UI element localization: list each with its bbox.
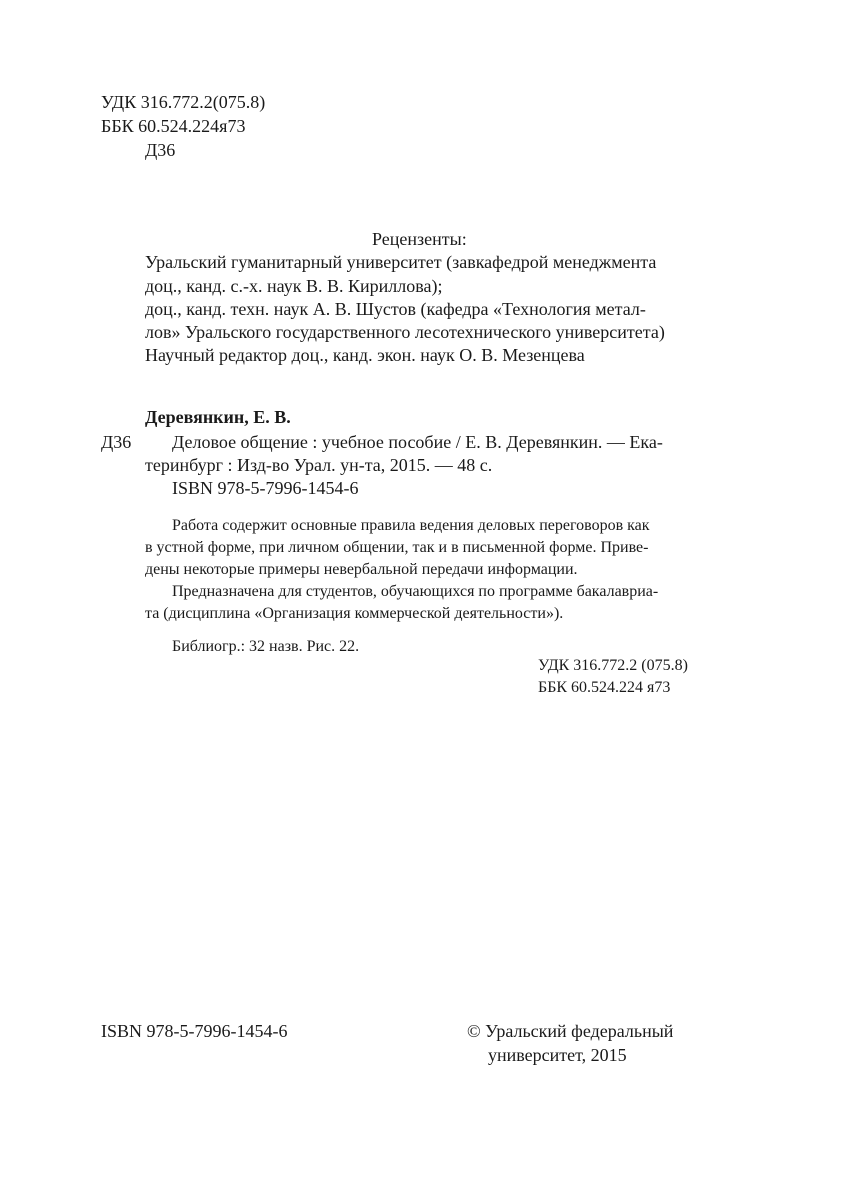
record-author-mark: Д36 (101, 432, 132, 452)
udk-code: УДК 316.772.2(075.8) (101, 92, 266, 112)
bibliography-count: Библиогр.: 32 назв. Рис. 22. (172, 638, 360, 655)
record-description-line2: теринбург : Изд-во Урал. ун-та, 2015. — 48 с. (145, 455, 493, 475)
footer-isbn: ISBN 978-5-7996-1454-6 (101, 1021, 288, 1041)
scientific-editor: Научный редактор доц., канд. экон. наук О. В. Мезенцева (145, 345, 585, 365)
record-author: Деревянкин, Е. В. (145, 407, 291, 427)
copyright-line1: © Уральский федеральный (467, 1021, 674, 1041)
reviewer-line-2: доц., канд. с.-х. наук В. В. Кириллова); (145, 276, 443, 296)
bbk-code: ББК 60.524.224я73 (101, 116, 246, 136)
record-isbn: ISBN 978-5-7996-1454-6 (172, 478, 359, 498)
annotation-bbk: ББК 60.524.224 я73 (538, 679, 671, 696)
reviewer-line-3: доц., канд. техн. наук А. В. Шустов (кафедра «Технология метал- (145, 299, 646, 319)
author-mark: Д36 (145, 140, 176, 160)
record-description-line1: Деловое общение : учебное пособие / Е. В. Деревянкин. — Ека- (172, 432, 663, 452)
annotation-line-1: Работа содержит основные правила ведения деловых переговоров как (172, 517, 650, 534)
annotation-line-3: дены некоторые примеры невербальной передачи информации. (145, 561, 578, 578)
annotation-line-5: та (дисциплина «Организация коммерческой деятельности»). (145, 605, 564, 622)
reviewers-heading: Рецензенты: (372, 229, 467, 249)
annotation-line-4: Предназначена для студентов, обучающихся по программе бакалавриа- (172, 583, 659, 600)
reviewer-line-1 (145, 253, 703, 271)
reviewer-line-4: лов» Уральского государственного лесотехнического университета) (145, 322, 665, 342)
copyright-line2: университет, 2015 (488, 1045, 627, 1065)
reviewer-text: Уральский гуманитарный университет (завкафедрой менеджмента (145, 252, 657, 272)
annotation-line-2: в устной форме, при личном общении, так и в письменной форме. Приве- (145, 539, 649, 556)
annotation-udk: УДК 316.772.2 (075.8) (538, 657, 688, 674)
